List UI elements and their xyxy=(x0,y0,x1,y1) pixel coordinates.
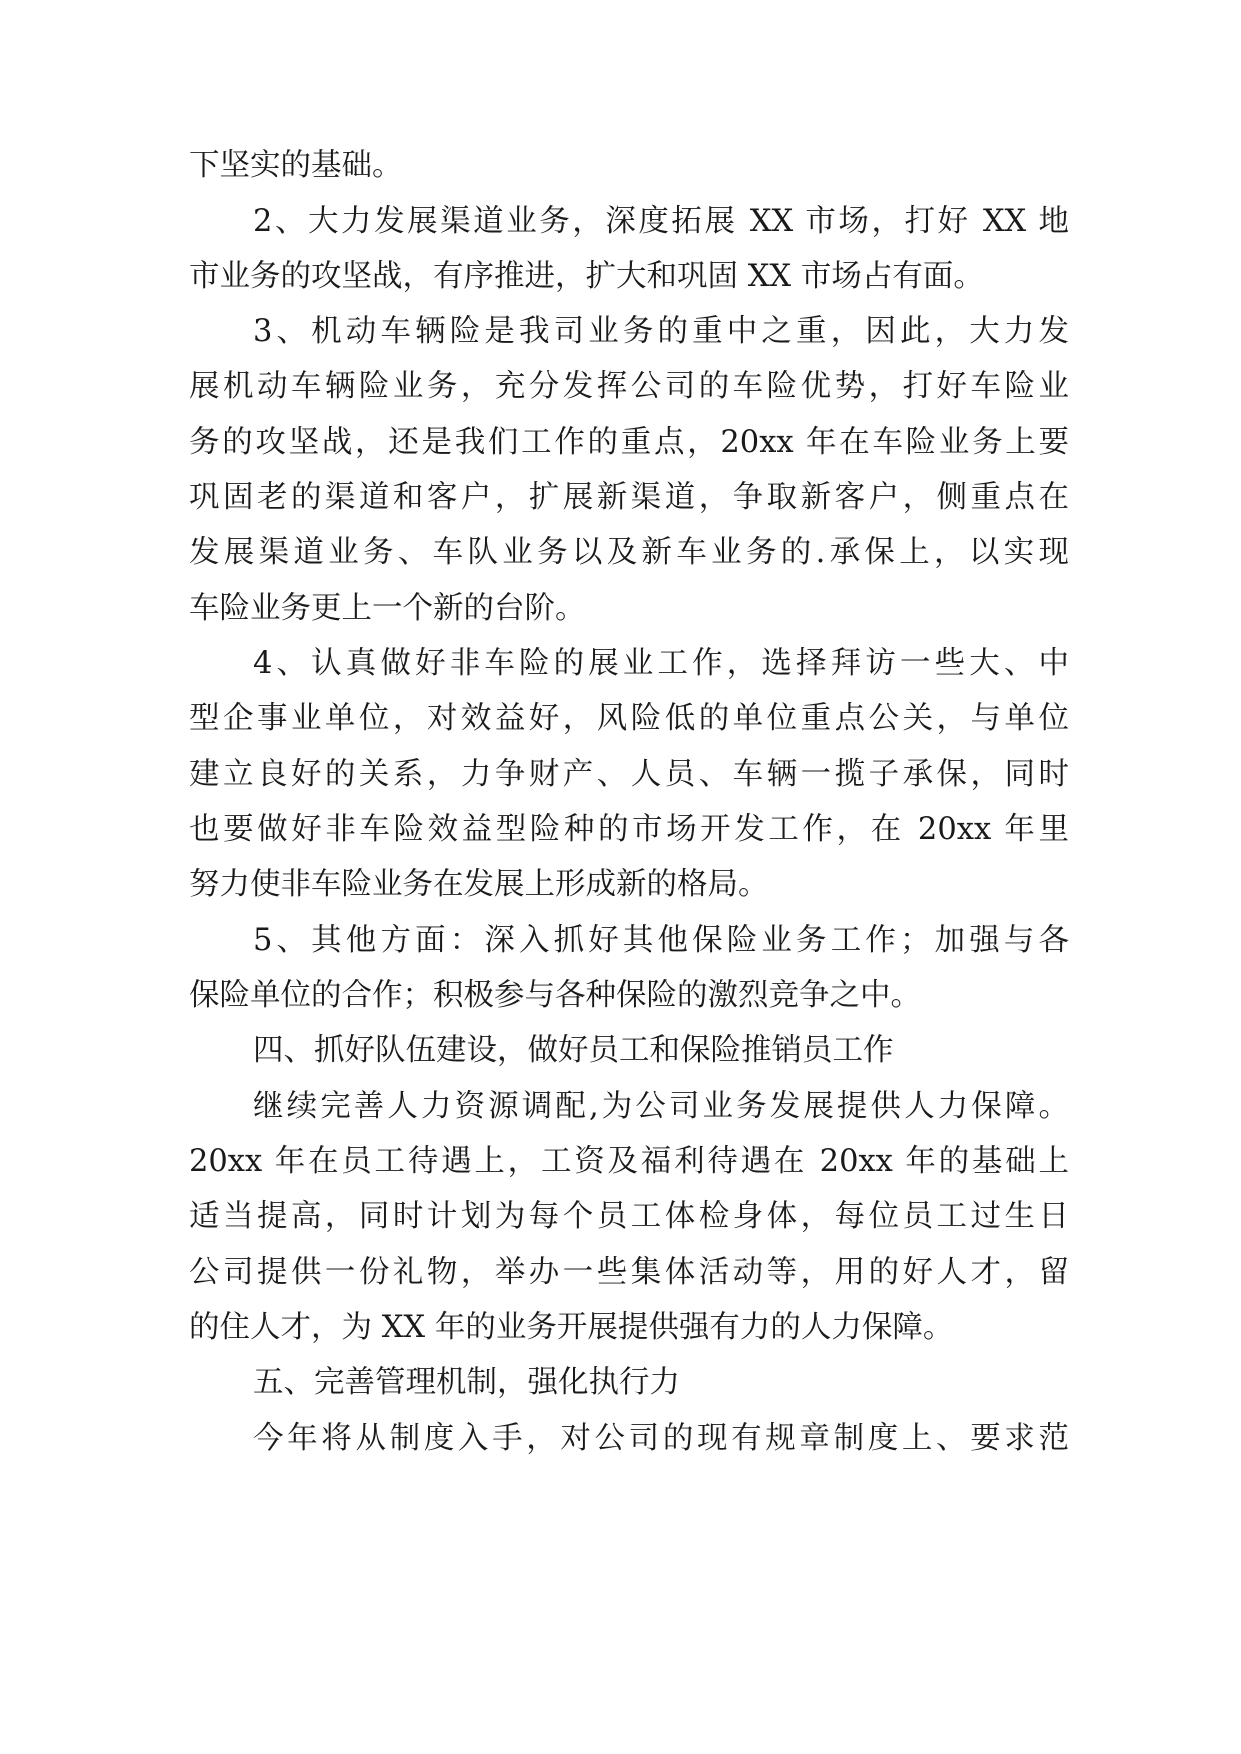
section-heading: 五、完善管理机制，强化执行力 xyxy=(253,1365,680,1400)
text-line: 4、认真做好非车险的展业工作，选择拜访一些大、中 xyxy=(253,646,1069,681)
text-line: 5、其他方面：深入抓好其他保险业务工作；加强与各 xyxy=(253,923,1069,958)
text-line: 型企事业单位，对效益好，风险低的单位重点公关，与单位 xyxy=(189,701,1069,736)
text-line: 2、大力发展渠道业务，深度拓展 XX 市场，打好 XX 地 xyxy=(253,204,1069,239)
text-line: 今年将从制度入手，对公司的现有规章制度上、要求范 xyxy=(253,1421,1069,1456)
text-line: 务的攻坚战，还是我们工作的重点，20xx 年在车险业务上要 xyxy=(189,425,1069,460)
text-line: 公司提供一份礼物，举办一些集体活动等，用的好人才，留 xyxy=(189,1255,1069,1290)
text-line: 努力使非车险业务在发展上形成新的格局。 xyxy=(189,867,769,902)
text-line: 下坚实的基础。 xyxy=(189,148,403,183)
text-line: 市业务的攻坚战，有序推进，扩大和巩固 XX 市场占有面。 xyxy=(189,259,984,294)
text-line: 车险业务更上一个新的台阶。 xyxy=(189,591,586,626)
text-line: 也要做好非车险效益型险种的市场开发工作，在 20xx 年里 xyxy=(189,812,1069,847)
text-line: 适当提高，同时计划为每个员工体检身体，每位员工过生日 xyxy=(189,1199,1069,1234)
text-line: 20xx 年在员工待遇上，工资及福利待遇在 20xx 年的基础上 xyxy=(189,1144,1069,1179)
text-line: 继续完善人力资源调配,为公司业务发展提供人力保障。 xyxy=(253,1089,1069,1124)
section-heading: 四、抓好队伍建设，做好员工和保险推销员工作 xyxy=(253,1033,894,1068)
text-line: 发展渠道业务、车队业务以及新车业务的.承保上，以实现 xyxy=(189,535,1069,570)
text-line: 的住人才，为 XX 年的业务开展提供强有力的人力保障。 xyxy=(189,1310,954,1345)
text-line: 3、机动车辆险是我司业务的重中之重，因此，大力发 xyxy=(253,314,1069,349)
text-line: 建立良好的关系，力争财产、人员、车辆一揽子承保，同时 xyxy=(189,757,1069,792)
text-line: 展机动车辆险业务，充分发挥公司的车险优势，打好车险业 xyxy=(189,369,1069,404)
text-line: 巩固老的渠道和客户，扩展新渠道，争取新客户，侧重点在 xyxy=(189,480,1069,515)
text-line: 保险单位的合作；积极参与各种保险的激烈竞争之中。 xyxy=(189,978,921,1013)
